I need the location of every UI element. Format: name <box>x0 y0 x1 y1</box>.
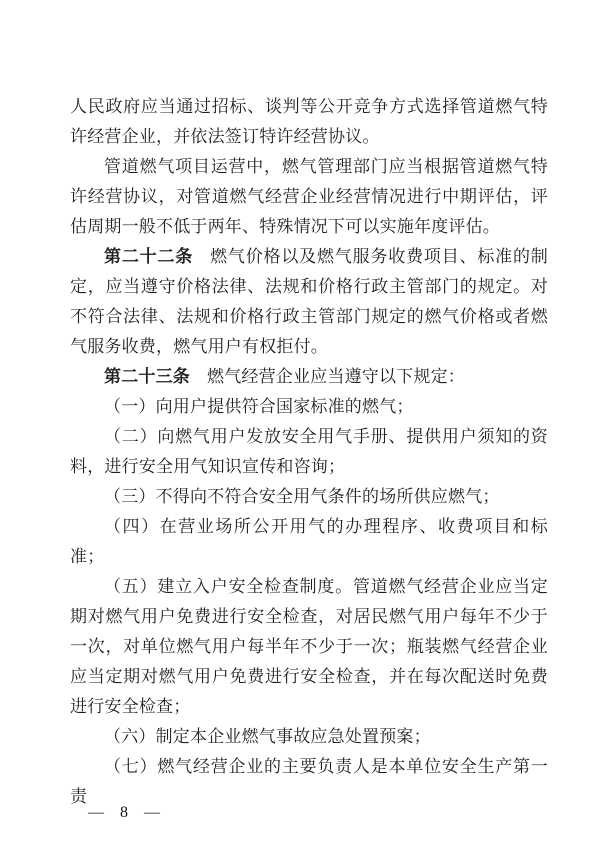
paragraph-text: （三）不得向不符合安全用气条件的场所供应燃气； <box>104 487 500 506</box>
paragraph-text: （二）向燃气用户发放安全用气手册、提供用户须知的资料，进行安全用气知识宣传和咨询； <box>70 427 548 476</box>
list-item-5 <box>70 572 548 722</box>
list-item-6 <box>70 722 548 752</box>
paragraph-text: 燃气价格以及燃气服务收费项目、标准的制定，应当遵守价格法律、法规和价格行政主管部门的规定。对不符合法律、法规和价格行政主管部门规定的燃气价格或者燃气服务收费，燃气用户有权拒付。 <box>70 247 548 356</box>
article-number: 第二十三条 <box>104 367 190 386</box>
article-number: 第二十二条 <box>104 247 194 266</box>
document-text-block <box>70 92 548 812</box>
paragraph-text: （一）向用户提供符合国家标准的燃气； <box>104 397 414 416</box>
paragraph-text: （四）在营业场所公开用气的办理程序、收费项目和标准； <box>70 517 548 566</box>
list-item-1 <box>70 392 548 422</box>
paragraph-text: 燃气经营企业应当遵守以下规定： <box>207 367 465 386</box>
paragraph-text: （五）建立入户安全检查制度。管道燃气经营企业应当定期对燃气用户免费进行安全检查，对居民燃气用户每年不少于一次，对单位燃气用户每半年不少于一次；瓶装燃气经营企业应当定期对燃气用户免费进行安全检查，并在每次配送时免费进行安全检查； <box>70 577 548 716</box>
page-number: — 8 — <box>88 804 160 821</box>
paragraph-text: （六）制定本企业燃气事故应急处置预案； <box>104 727 431 746</box>
paragraph-text: （七）燃气经营企业的主要负责人是本单位安全生产第一责 <box>70 757 548 806</box>
paragraph-text: 人民政府应当通过招标、谈判等公开竞争方式选择管道燃气特许经营企业，并依法签订特许经营协议。 <box>70 97 548 146</box>
list-item-4 <box>70 512 548 572</box>
paragraph <box>70 92 548 152</box>
paragraph-article-22 <box>70 242 548 362</box>
paragraph <box>70 152 548 242</box>
list-item-3 <box>70 482 548 512</box>
paragraph-text: 管道燃气项目运营中，燃气管理部门应当根据管道燃气特许经营协议，对管道燃气经营企业经营情况进行中期评估，评估周期一般不低于两年、特殊情况下可以实施年度评估。 <box>70 157 548 236</box>
paragraph-article-23 <box>70 362 548 392</box>
list-item-2 <box>70 422 548 482</box>
